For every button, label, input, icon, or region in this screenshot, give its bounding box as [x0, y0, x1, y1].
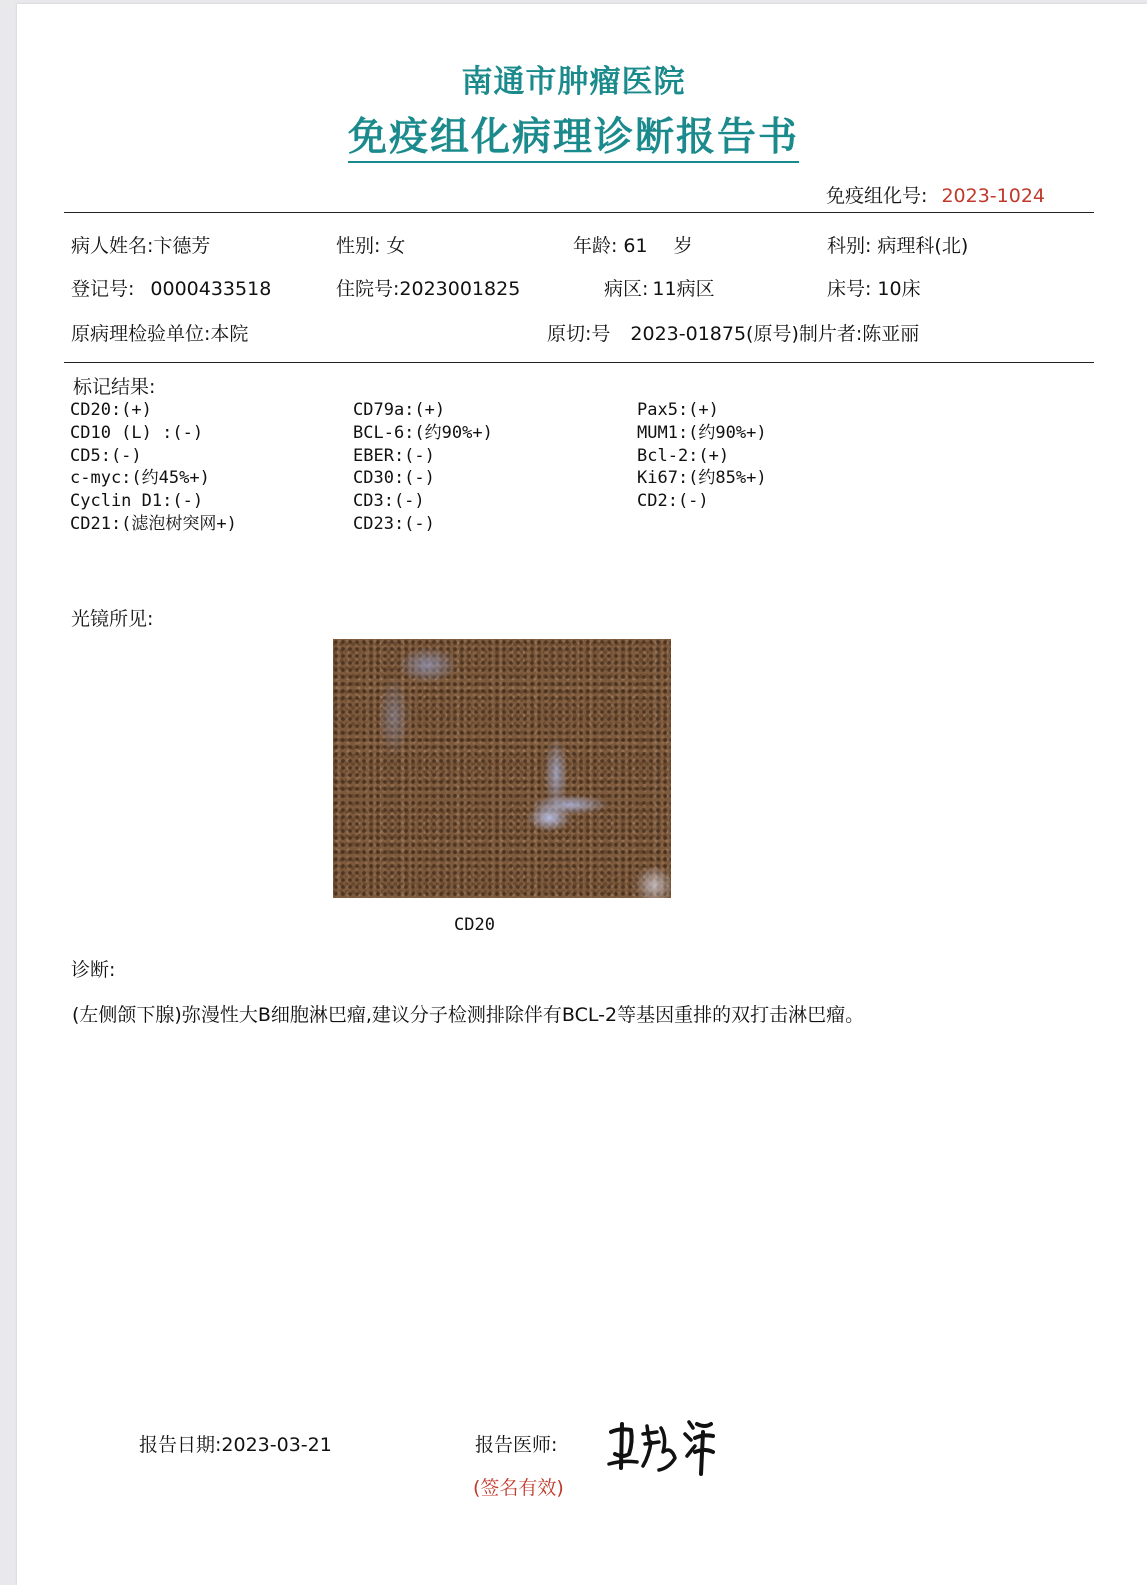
ihc-number-value: 2023-1024	[941, 185, 1046, 207]
patient-name-field	[71, 231, 210, 258]
marker-result: CD10 (L) :(-)	[70, 422, 204, 443]
marker-result: EBER:(-)	[353, 445, 435, 466]
diagnosis-text: (左侧颌下腺)弥漫性大B细胞淋巴瘤,建议分子检测排除伴有BCL-2等基因重排的双打击淋巴瘤。	[72, 1004, 865, 1026]
slide-number-field	[547, 319, 919, 346]
marker-result: Bcl-2:(+)	[637, 445, 730, 466]
reporting-doctor-label: 报告医师:	[475, 1434, 558, 1456]
marker-column-1	[70, 399, 237, 536]
bed-label: 床号:	[827, 278, 872, 300]
marker-column-3	[637, 399, 767, 513]
microscopy-label: 光镜所见:	[71, 608, 154, 630]
marker-result: CD20:(+)	[70, 400, 152, 420]
bed-field	[827, 274, 921, 301]
ward-value: 11病区	[652, 278, 715, 300]
age-label: 年龄:	[573, 235, 618, 257]
ward-label: 病区:	[604, 278, 649, 300]
inpatient-number: 2023001825	[399, 278, 521, 300]
patient-info-divider	[64, 362, 1094, 363]
origin-unit-label: 原病理检验单位:	[71, 323, 211, 345]
doctor-signature	[605, 1412, 717, 1478]
slide-number: 2023-01875(原号)	[630, 323, 799, 345]
signature-validity-note: (签名有效)	[473, 1477, 564, 1499]
report-title-text: 免疫组化病理诊断报告书	[348, 114, 799, 163]
image-caption: CD20	[454, 915, 495, 935]
ward-field	[604, 274, 715, 301]
ihc-number-label: 免疫组化号:	[826, 185, 928, 207]
bed-value: 10床	[877, 278, 921, 300]
department-field	[827, 231, 968, 258]
patient-name-label: 病人姓名:	[71, 235, 154, 257]
marker-result: c-myc:(约45%+)	[70, 468, 210, 489]
inpatient-field	[336, 274, 520, 301]
diagnosis-label: 诊断:	[71, 959, 116, 981]
sex-field	[336, 231, 405, 258]
marker-result: CD79a:(+)	[353, 400, 446, 420]
header-divider	[64, 212, 1094, 213]
marker-results-label: 标记结果:	[73, 376, 156, 398]
marker-result: Cyclin D1:(-)	[70, 491, 204, 512]
report-date: 2023-03-21	[221, 1434, 332, 1456]
slide-maker-label: 制片者:	[798, 323, 863, 345]
origin-unit-field	[71, 319, 248, 346]
ihc-number-field	[826, 181, 1045, 208]
marker-result: BCL-6:(约90%+)	[353, 422, 493, 443]
microscopy-image	[333, 639, 671, 898]
marker-column-2	[353, 399, 493, 536]
age-unit: 岁	[673, 235, 693, 257]
marker-result: CD3:(-)	[353, 491, 425, 512]
sex-value: 女	[386, 235, 406, 257]
registration-label: 登记号:	[71, 278, 135, 300]
registration-number: 0000433518	[150, 278, 272, 300]
inpatient-label: 住院号:	[336, 278, 400, 300]
marker-result: CD2:(-)	[637, 491, 709, 512]
marker-result: Ki67:(约85%+)	[637, 468, 767, 489]
origin-unit-value: 本院	[210, 323, 249, 345]
report-date-label: 报告日期:	[139, 1434, 222, 1456]
marker-result: MUM1:(约90%+)	[637, 422, 767, 443]
report-date-field	[139, 1430, 332, 1457]
slide-maker: 陈亚丽	[862, 323, 920, 345]
hospital-name: 南通市肿瘤医院	[461, 64, 686, 100]
marker-result: CD5:(-)	[70, 445, 142, 466]
marker-result: Pax5:(+)	[637, 400, 719, 420]
department-value: 病理科(北)	[877, 235, 969, 257]
patient-name: 卞德芳	[153, 235, 211, 257]
marker-result: CD23:(-)	[353, 513, 435, 534]
report-title	[0, 106, 1147, 162]
department-label: 科别:	[827, 235, 872, 257]
slide-number-label: 原切:号	[547, 323, 611, 345]
marker-result: CD21:(滤泡树突网+)	[70, 513, 237, 534]
registration-field	[71, 274, 271, 301]
age-field	[573, 231, 693, 258]
sex-label: 性别:	[336, 235, 381, 257]
marker-result: CD30:(-)	[353, 468, 435, 489]
age-value: 61	[623, 235, 648, 257]
